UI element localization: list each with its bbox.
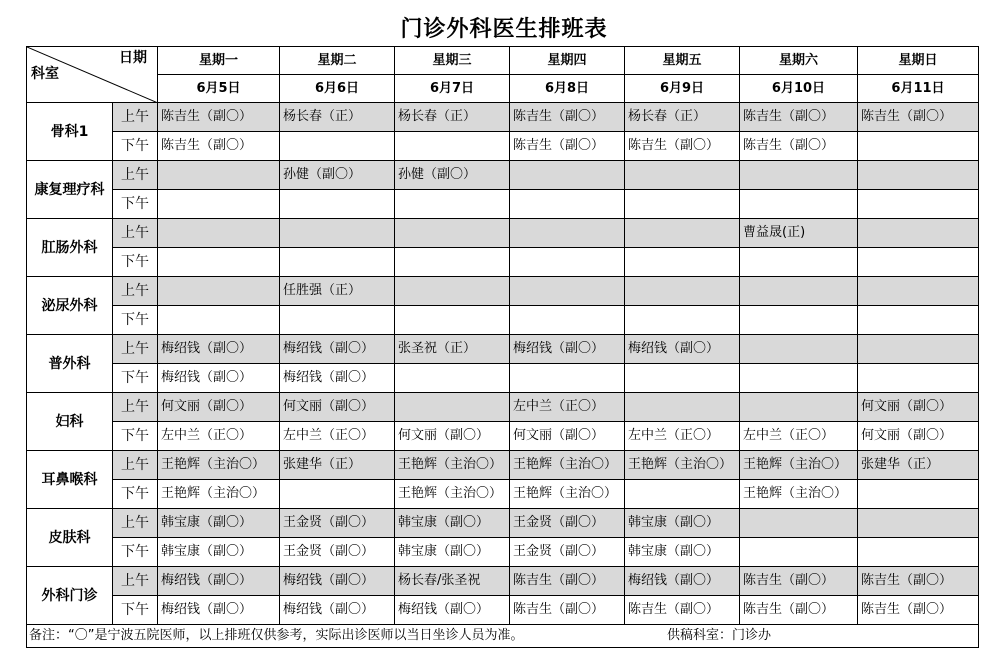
schedule-cell bbox=[395, 393, 510, 422]
schedule-cell: 杨长春（正） bbox=[280, 103, 395, 132]
date-header: 6月10日 bbox=[740, 75, 858, 103]
schedule-cell bbox=[858, 364, 979, 393]
schedule-cell bbox=[280, 480, 395, 509]
schedule-cell: 何文丽（副〇） bbox=[858, 422, 979, 451]
schedule-cell bbox=[858, 161, 979, 190]
schedule-cell bbox=[740, 364, 858, 393]
schedule-cell: 孙健（副〇） bbox=[280, 161, 395, 190]
schedule-cell: 张建华（正） bbox=[858, 451, 979, 480]
schedule-cell bbox=[510, 364, 625, 393]
schedule-row bbox=[27, 306, 979, 335]
period-label: 下午 bbox=[113, 248, 158, 277]
schedule-cell: 陈吉生（副〇） bbox=[158, 132, 280, 161]
schedule-cell bbox=[395, 306, 510, 335]
schedule-cell: 王艳辉（主治〇） bbox=[625, 451, 740, 480]
schedule-cell bbox=[625, 480, 740, 509]
schedule-cell: 陈吉生（副〇） bbox=[740, 596, 858, 625]
schedule-cell bbox=[280, 219, 395, 248]
schedule-row bbox=[27, 422, 979, 451]
schedule-cell bbox=[158, 248, 280, 277]
period-label: 上午 bbox=[113, 335, 158, 364]
period-label: 下午 bbox=[113, 422, 158, 451]
schedule-cell: 韩宝康（副〇） bbox=[158, 538, 280, 567]
schedule-cell: 王艳辉（主治〇） bbox=[740, 451, 858, 480]
schedule-cell: 何文丽（副〇） bbox=[395, 422, 510, 451]
schedule-cell: 任胜强（正） bbox=[280, 277, 395, 306]
schedule-cell bbox=[510, 190, 625, 219]
schedule-cell: 王艳辉（主治〇） bbox=[395, 480, 510, 509]
schedule-row bbox=[27, 596, 979, 625]
schedule-cell bbox=[740, 306, 858, 335]
schedule-cell: 左中兰（正〇） bbox=[280, 422, 395, 451]
schedule-cell: 梅绍钱（副〇） bbox=[510, 335, 625, 364]
schedule-cell bbox=[625, 364, 740, 393]
weekday-header: 星期一 bbox=[158, 47, 280, 75]
schedule-cell: 梅绍钱（副〇） bbox=[280, 596, 395, 625]
schedule-cell bbox=[858, 480, 979, 509]
dept-axis-label: 科室 bbox=[31, 66, 59, 82]
schedule-cell: 陈吉生（副〇） bbox=[510, 567, 625, 596]
schedule-cell bbox=[858, 277, 979, 306]
footer-cell bbox=[27, 625, 979, 648]
period-label: 上午 bbox=[113, 393, 158, 422]
schedule-cell bbox=[858, 335, 979, 364]
schedule-cell bbox=[625, 277, 740, 306]
schedule-row bbox=[27, 364, 979, 393]
weekday-header: 星期四 bbox=[510, 47, 625, 75]
schedule-cell: 梅绍钱（副〇） bbox=[158, 596, 280, 625]
schedule-cell: 梅绍钱（副〇） bbox=[158, 364, 280, 393]
schedule-cell bbox=[158, 190, 280, 219]
schedule-cell: 陈吉生（副〇） bbox=[625, 596, 740, 625]
schedule-cell bbox=[158, 306, 280, 335]
date-axis-label: 日期 bbox=[119, 50, 147, 66]
schedule-cell: 韩宝康（副〇） bbox=[395, 509, 510, 538]
schedule-cell: 杨长春（正） bbox=[625, 103, 740, 132]
schedule-cell bbox=[740, 509, 858, 538]
schedule-cell: 左中兰（正〇） bbox=[510, 393, 625, 422]
date-header: 6月8日 bbox=[510, 75, 625, 103]
schedule-cell: 王艳辉（主治〇） bbox=[740, 480, 858, 509]
schedule-cell: 王金贤（副〇） bbox=[510, 538, 625, 567]
department-name: 普外科 bbox=[27, 335, 113, 393]
schedule-cell: 陈吉生（副〇） bbox=[858, 567, 979, 596]
schedule-row bbox=[27, 277, 979, 306]
schedule-cell bbox=[510, 161, 625, 190]
period-label: 上午 bbox=[113, 509, 158, 538]
period-label: 上午 bbox=[113, 161, 158, 190]
schedule-cell: 王艳辉（主治〇） bbox=[158, 480, 280, 509]
department-name: 耳鼻喉科 bbox=[27, 451, 113, 509]
schedule-cell bbox=[510, 219, 625, 248]
department-name: 骨科1 bbox=[27, 103, 113, 161]
date-header: 6月9日 bbox=[625, 75, 740, 103]
schedule-cell bbox=[740, 393, 858, 422]
schedule-cell: 张建华（正） bbox=[280, 451, 395, 480]
schedule-cell bbox=[858, 538, 979, 567]
department-name: 肛肠外科 bbox=[27, 219, 113, 277]
schedule-cell: 陈吉生（副〇） bbox=[740, 567, 858, 596]
department-name: 外科门诊 bbox=[27, 567, 113, 625]
department-name: 皮肤科 bbox=[27, 509, 113, 567]
schedule-cell bbox=[625, 393, 740, 422]
schedule-cell: 何文丽（副〇） bbox=[158, 393, 280, 422]
schedule-cell: 孙健（副〇） bbox=[395, 161, 510, 190]
schedule-row bbox=[27, 190, 979, 219]
period-label: 下午 bbox=[113, 596, 158, 625]
schedule-cell bbox=[625, 161, 740, 190]
period-label: 上午 bbox=[113, 219, 158, 248]
weekday-header-row bbox=[27, 47, 979, 75]
schedule-row bbox=[27, 335, 979, 364]
schedule-cell: 梅绍钱（副〇） bbox=[625, 567, 740, 596]
schedule-cell bbox=[280, 132, 395, 161]
schedule-cell: 王金贤（副〇） bbox=[280, 538, 395, 567]
weekday-header: 星期日 bbox=[858, 47, 979, 75]
schedule-row bbox=[27, 132, 979, 161]
schedule-cell: 张圣祝（正） bbox=[395, 335, 510, 364]
schedule-cell: 陈吉生（副〇） bbox=[510, 132, 625, 161]
schedule-cell: 陈吉生（副〇） bbox=[510, 103, 625, 132]
weekday-header: 星期六 bbox=[740, 47, 858, 75]
schedule-cell: 何文丽（副〇） bbox=[858, 393, 979, 422]
page-title: 门诊外科医生排班表 bbox=[400, 16, 608, 42]
period-label: 下午 bbox=[113, 480, 158, 509]
department-name: 康复理疗科 bbox=[27, 161, 113, 219]
schedule-cell: 梅绍钱（副〇） bbox=[158, 335, 280, 364]
schedule-cell bbox=[858, 248, 979, 277]
schedule-cell bbox=[158, 219, 280, 248]
schedule-cell: 韩宝康（副〇） bbox=[395, 538, 510, 567]
schedule-row bbox=[27, 161, 979, 190]
schedule-cell: 王艳辉（主治〇） bbox=[510, 480, 625, 509]
schedule-cell bbox=[740, 161, 858, 190]
schedule-cell bbox=[280, 306, 395, 335]
footer-source: 供稿科室：门诊办 bbox=[667, 628, 772, 643]
footer-row bbox=[27, 625, 979, 648]
department-name: 妇科 bbox=[27, 393, 113, 451]
schedule-cell: 杨长春（正） bbox=[395, 103, 510, 132]
date-header: 6月5日 bbox=[158, 75, 280, 103]
schedule-cell bbox=[395, 219, 510, 248]
schedule-row bbox=[27, 451, 979, 480]
period-label: 下午 bbox=[113, 306, 158, 335]
schedule-cell: 梅绍钱（副〇） bbox=[280, 364, 395, 393]
schedule-cell bbox=[625, 219, 740, 248]
schedule-cell bbox=[395, 132, 510, 161]
date-header: 6月11日 bbox=[858, 75, 979, 103]
schedule-cell bbox=[740, 335, 858, 364]
period-label: 下午 bbox=[113, 132, 158, 161]
schedule-row bbox=[27, 219, 979, 248]
schedule-cell bbox=[395, 190, 510, 219]
weekday-header: 星期二 bbox=[280, 47, 395, 75]
schedule-cell bbox=[858, 190, 979, 219]
schedule-cell bbox=[740, 248, 858, 277]
schedule-cell: 陈吉生（副〇） bbox=[858, 103, 979, 132]
schedule-cell bbox=[625, 306, 740, 335]
period-label: 下午 bbox=[113, 190, 158, 219]
period-label: 上午 bbox=[113, 567, 158, 596]
schedule-cell: 杨长春/张圣祝 bbox=[395, 567, 510, 596]
schedule-cell: 王艳辉（主治〇） bbox=[395, 451, 510, 480]
schedule-cell bbox=[858, 132, 979, 161]
footer-note: 备注：“〇”是宁波五院医师，以上排班仅供参考，实际出诊医师以当日坐诊人员为准。 bbox=[29, 628, 524, 643]
schedule-cell bbox=[395, 364, 510, 393]
schedule-cell: 陈吉生（副〇） bbox=[625, 132, 740, 161]
schedule-row bbox=[27, 509, 979, 538]
schedule-cell: 何文丽（副〇） bbox=[280, 393, 395, 422]
period-label: 上午 bbox=[113, 451, 158, 480]
schedule-cell: 左中兰（正〇） bbox=[625, 422, 740, 451]
schedule-cell: 梅绍钱（副〇） bbox=[280, 335, 395, 364]
schedule-row bbox=[27, 393, 979, 422]
department-name: 泌尿外科 bbox=[27, 277, 113, 335]
schedule-cell: 王金贤（副〇） bbox=[510, 509, 625, 538]
schedule-cell bbox=[280, 190, 395, 219]
schedule-cell bbox=[625, 190, 740, 219]
schedule-cell bbox=[740, 190, 858, 219]
schedule-cell: 王艳辉（主治〇） bbox=[158, 451, 280, 480]
date-header: 6月6日 bbox=[280, 75, 395, 103]
period-label: 上午 bbox=[113, 103, 158, 132]
schedule-cell bbox=[510, 306, 625, 335]
schedule-cell bbox=[740, 538, 858, 567]
schedule-cell: 梅绍钱（副〇） bbox=[158, 567, 280, 596]
period-label: 下午 bbox=[113, 364, 158, 393]
date-header: 6月7日 bbox=[395, 75, 510, 103]
schedule-cell bbox=[510, 277, 625, 306]
schedule-cell bbox=[395, 248, 510, 277]
schedule-cell: 陈吉生（副〇） bbox=[858, 596, 979, 625]
schedule-cell bbox=[158, 161, 280, 190]
schedule-cell: 陈吉生（副〇） bbox=[510, 596, 625, 625]
schedule-cell: 陈吉生（副〇） bbox=[740, 132, 858, 161]
schedule-cell: 何文丽（副〇） bbox=[510, 422, 625, 451]
period-label: 下午 bbox=[113, 538, 158, 567]
schedule-cell: 曹益晟(正) bbox=[740, 219, 858, 248]
schedule-cell bbox=[740, 277, 858, 306]
schedule-cell bbox=[858, 306, 979, 335]
schedule-cell: 韩宝康（副〇） bbox=[625, 509, 740, 538]
weekday-header: 星期三 bbox=[395, 47, 510, 75]
schedule-cell: 左中兰（正〇） bbox=[740, 422, 858, 451]
schedule-cell bbox=[510, 248, 625, 277]
schedule-cell: 陈吉生（副〇） bbox=[740, 103, 858, 132]
schedule-cell bbox=[280, 248, 395, 277]
schedule-table bbox=[26, 46, 979, 648]
schedule-cell bbox=[858, 509, 979, 538]
schedule-cell bbox=[158, 277, 280, 306]
schedule-row bbox=[27, 248, 979, 277]
schedule-cell bbox=[858, 219, 979, 248]
corner-header bbox=[27, 47, 158, 103]
schedule-row bbox=[27, 538, 979, 567]
schedule-row bbox=[27, 480, 979, 509]
schedule-cell: 王金贤（副〇） bbox=[280, 509, 395, 538]
schedule-cell: 韩宝康（副〇） bbox=[625, 538, 740, 567]
schedule-cell: 梅绍钱（副〇） bbox=[625, 335, 740, 364]
date-header-row bbox=[27, 75, 979, 103]
schedule-cell: 梅绍钱（副〇） bbox=[395, 596, 510, 625]
weekday-header: 星期五 bbox=[625, 47, 740, 75]
period-label: 上午 bbox=[113, 277, 158, 306]
schedule-cell bbox=[395, 277, 510, 306]
schedule-row bbox=[27, 567, 979, 596]
schedule-cell: 陈吉生（副〇） bbox=[158, 103, 280, 132]
schedule-row bbox=[27, 103, 979, 132]
schedule-cell: 王艳辉（主治〇） bbox=[510, 451, 625, 480]
schedule-cell: 梅绍钱（副〇） bbox=[280, 567, 395, 596]
schedule-cell: 左中兰（正〇） bbox=[158, 422, 280, 451]
schedule-cell: 韩宝康（副〇） bbox=[158, 509, 280, 538]
schedule-cell bbox=[625, 248, 740, 277]
